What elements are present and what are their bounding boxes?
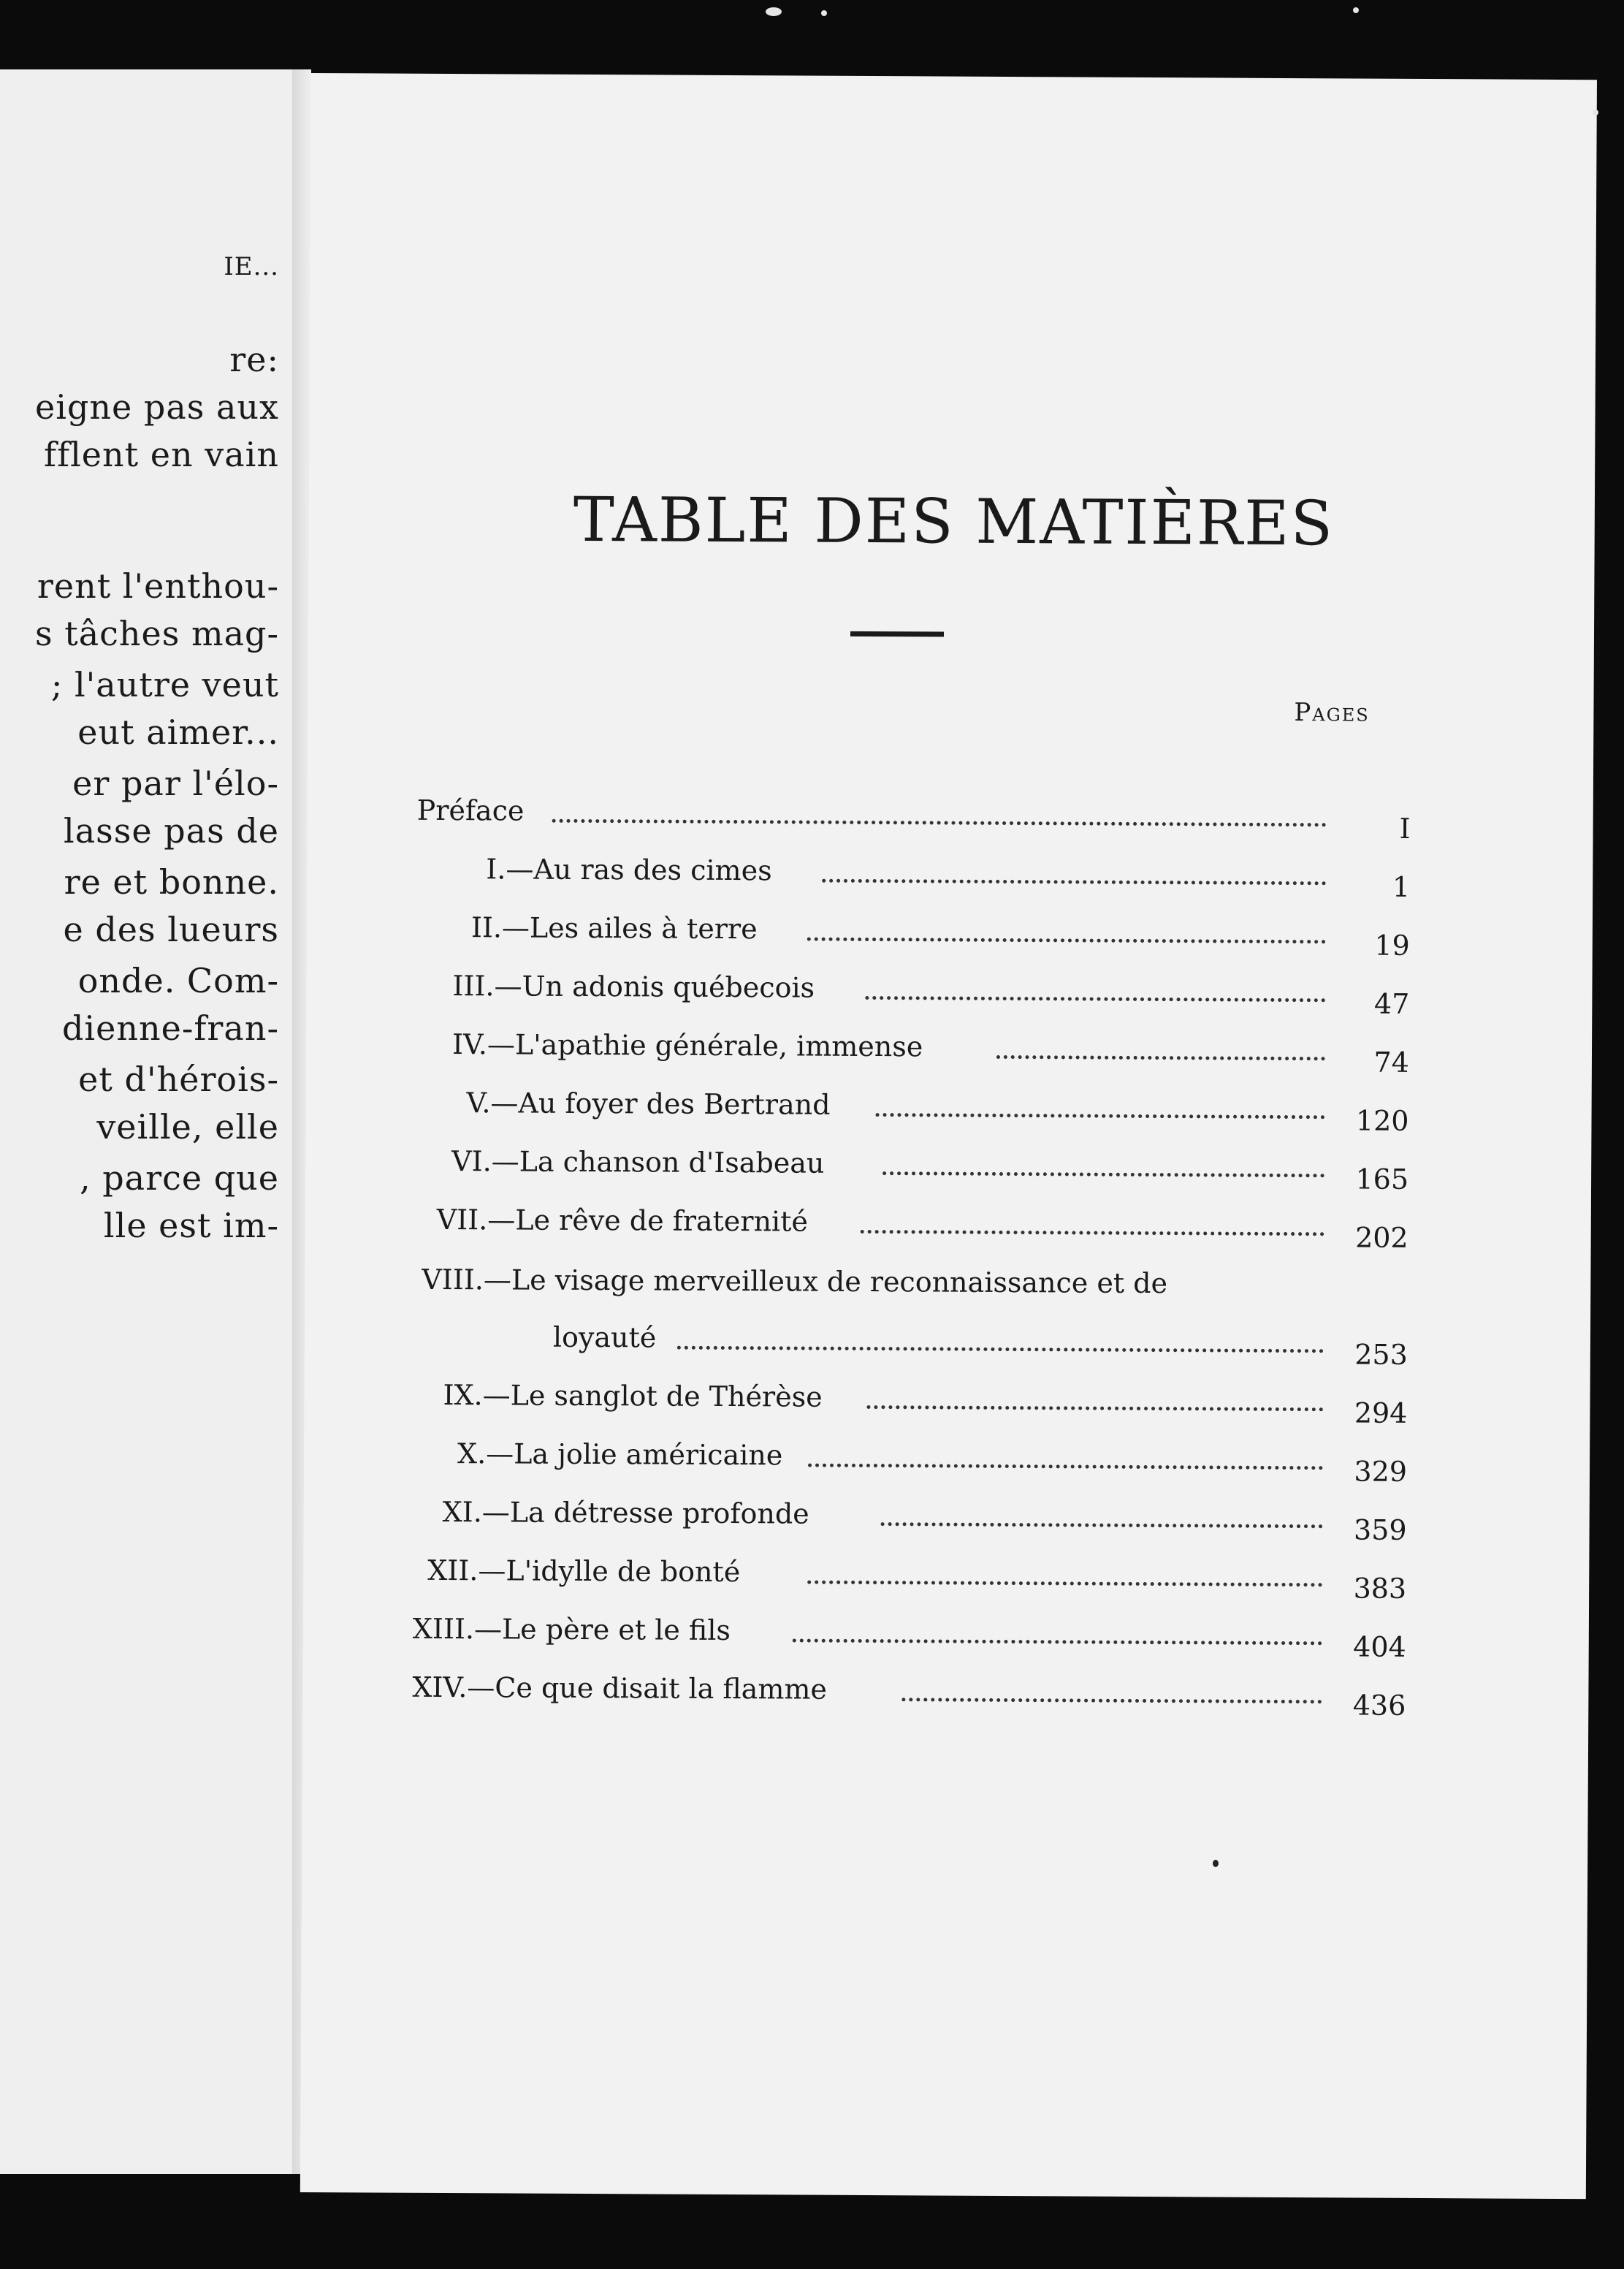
toc-entry — [451, 1133, 1409, 1196]
toc-entry-page: 120 — [1355, 1104, 1409, 1137]
left-line: eut aimer... — [77, 712, 279, 752]
left-line: veille, elle — [96, 1107, 279, 1147]
toc-entry-page: 165 — [1355, 1163, 1409, 1196]
left-line: e des lueurs — [63, 910, 279, 949]
ink-speck — [766, 7, 782, 16]
toc-entry — [412, 1660, 1406, 1722]
dot-leader — [881, 1522, 1323, 1528]
toc-entry-label: VI.—La chanson d'Isabeau — [451, 1145, 825, 1179]
toc-entry — [486, 841, 1411, 903]
dot-leader — [901, 1698, 1322, 1703]
left-line: rent l'enthou- — [37, 566, 279, 606]
left-line: eigne pas aux — [35, 387, 279, 427]
dot-leader — [793, 1638, 1322, 1645]
page-title: TABLE DES MATIÈRES — [573, 483, 1335, 560]
toc-entry — [422, 1252, 1408, 1301]
left-line: , parce que — [79, 1158, 279, 1198]
toc-entry — [470, 900, 1410, 962]
toc-entry-label: VIII.—Le visage merveilleux de reconnaissance et de — [422, 1263, 1168, 1300]
toc-entry-label: XII.—L'idylle de bonté — [427, 1554, 741, 1589]
ink-speck — [1213, 1860, 1219, 1867]
toc-entry-page: 1 — [1392, 870, 1411, 903]
toc-entry — [457, 1426, 1408, 1488]
dot-leader — [882, 1171, 1324, 1177]
toc-entry — [443, 1367, 1408, 1429]
left-line: dienne-fran- — [61, 1008, 279, 1048]
left-line: lasse pas de — [64, 811, 279, 851]
ink-speck — [1353, 7, 1359, 13]
toc-entry-label: IX.—Le sanglot de Thérèse — [443, 1378, 823, 1413]
toc-entry-label: XIII.—Le père et le fils — [412, 1612, 731, 1647]
dot-leader — [996, 1055, 1325, 1060]
left-line: ; l'autre veut — [50, 665, 279, 704]
toc-entry — [412, 1601, 1406, 1663]
dot-leader — [865, 996, 1325, 1002]
toc-entry-page: 74 — [1373, 1046, 1410, 1079]
ink-speck — [821, 10, 827, 16]
left-line: re et bonne. — [64, 862, 279, 902]
left-line: s tâches mag- — [34, 614, 279, 653]
toc-entry-page: 383 — [1353, 1572, 1407, 1605]
toc-entry-page: 404 — [1353, 1630, 1406, 1663]
toc-entry-label: VII.—Le rêve de fraternité — [436, 1203, 809, 1238]
left-line: et d'hérois- — [78, 1060, 279, 1099]
left-line: IE... — [224, 252, 279, 281]
left-line: lle est im- — [103, 1206, 279, 1245]
dot-leader — [861, 1230, 1324, 1236]
toc-entry-label: XIV.—Ce que disait la flamme — [412, 1671, 828, 1706]
dot-leader — [808, 1464, 1323, 1470]
toc-entry — [451, 1016, 1410, 1079]
toc-entry — [416, 783, 1411, 845]
toc-entry — [466, 1075, 1409, 1137]
title-rule — [850, 631, 944, 637]
left-line: re: — [229, 340, 279, 379]
dot-leader — [677, 1346, 1324, 1353]
ink-speck — [1593, 110, 1598, 115]
toc-entry-page: 294 — [1354, 1396, 1408, 1429]
toc-entry-label: X.—La jolie américaine — [457, 1437, 783, 1472]
pages-column-header: Pages — [1294, 698, 1370, 728]
toc-entry-page: 436 — [1352, 1689, 1406, 1722]
toc-entry-page: 19 — [1374, 929, 1410, 962]
dot-leader — [807, 1581, 1322, 1587]
dot-leader — [822, 879, 1326, 886]
right-page — [300, 73, 1597, 2199]
toc-entry-page: 359 — [1353, 1513, 1407, 1546]
toc-entry-label: II.—Les ailes à terre — [470, 911, 758, 946]
dot-leader — [866, 1405, 1323, 1411]
toc-entry-label: Préface — [416, 794, 525, 827]
toc-entry-label: I.—Au ras des cimes — [486, 853, 772, 887]
left-line: onde. Com- — [77, 961, 279, 1000]
toc-entry — [436, 1192, 1408, 1254]
dot-leader — [876, 1113, 1325, 1119]
toc-entry-label: III.—Un adonis québecois — [452, 970, 815, 1004]
toc-entry-page: 202 — [1355, 1221, 1408, 1254]
toc-entry-label: IV.—L'apathie générale, immense — [451, 1028, 923, 1063]
left-line: er par l'élo- — [72, 764, 279, 803]
toc-entry-label: V.—Au foyer des Bertrand — [466, 1087, 831, 1121]
toc-entry — [442, 1484, 1407, 1546]
dot-leader — [807, 938, 1326, 944]
toc-entry — [552, 1310, 1408, 1371]
toc-entry — [427, 1543, 1407, 1605]
toc-entry-label: XI.—La détresse profonde — [442, 1495, 809, 1530]
toc-entry-page: 47 — [1373, 987, 1410, 1020]
toc-entry-label: loyauté — [552, 1320, 657, 1354]
toc-entry-page: 329 — [1354, 1455, 1408, 1488]
toc-entry-page: I — [1399, 812, 1411, 845]
left-line: fflent en vain — [44, 435, 279, 474]
toc-entry-page: 253 — [1354, 1338, 1408, 1371]
toc-entry — [452, 958, 1410, 1020]
dot-leader — [552, 819, 1327, 827]
left-page — [0, 69, 292, 2174]
